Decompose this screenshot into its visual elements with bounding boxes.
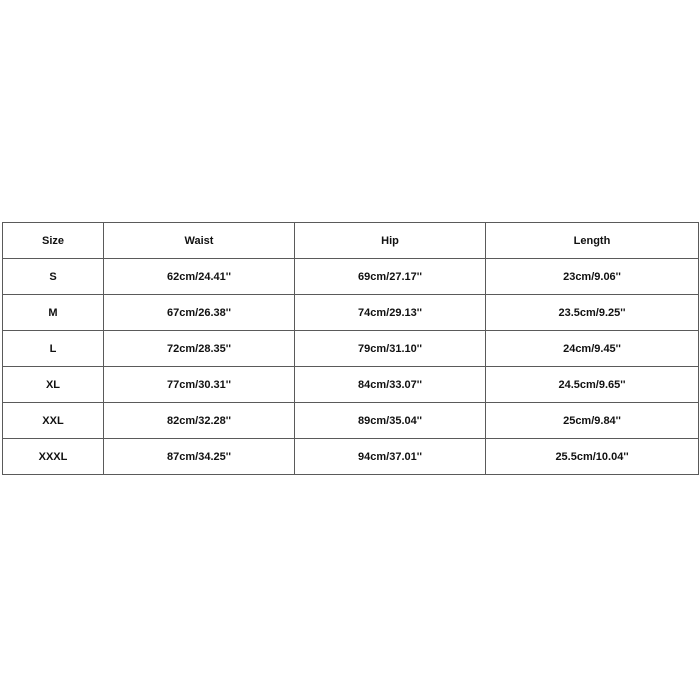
header-hip: Hip xyxy=(295,223,486,259)
cell-hip: 94cm/37.01'' xyxy=(295,439,486,475)
cell-waist: 67cm/26.38'' xyxy=(104,295,295,331)
header-waist: Waist xyxy=(104,223,295,259)
cell-hip: 89cm/35.04'' xyxy=(295,403,486,439)
cell-size: S xyxy=(3,259,104,295)
table-header xyxy=(3,223,699,259)
cell-length: 25.5cm/10.04'' xyxy=(486,439,699,475)
cell-size: XL xyxy=(3,367,104,403)
cell-size: XXXL xyxy=(3,439,104,475)
cell-length: 24.5cm/9.65'' xyxy=(486,367,699,403)
table-body xyxy=(3,259,699,475)
table-row xyxy=(3,295,699,331)
header-size: Size xyxy=(3,223,104,259)
cell-hip: 84cm/33.07'' xyxy=(295,367,486,403)
table-row xyxy=(3,367,699,403)
cell-size: L xyxy=(3,331,104,367)
cell-hip: 74cm/29.13'' xyxy=(295,295,486,331)
size-chart-table xyxy=(2,222,699,475)
header-length: Length xyxy=(486,223,699,259)
cell-length: 23cm/9.06'' xyxy=(486,259,699,295)
table-row xyxy=(3,403,699,439)
cell-length: 24cm/9.45'' xyxy=(486,331,699,367)
header-row xyxy=(3,223,699,259)
table-row xyxy=(3,439,699,475)
cell-hip: 79cm/31.10'' xyxy=(295,331,486,367)
table-row xyxy=(3,259,699,295)
cell-waist: 62cm/24.41'' xyxy=(104,259,295,295)
cell-length: 25cm/9.84'' xyxy=(486,403,699,439)
cell-waist: 72cm/28.35'' xyxy=(104,331,295,367)
table-row xyxy=(3,331,699,367)
cell-hip: 69cm/27.17'' xyxy=(295,259,486,295)
cell-size: M xyxy=(3,295,104,331)
cell-length: 23.5cm/9.25'' xyxy=(486,295,699,331)
cell-size: XXL xyxy=(3,403,104,439)
cell-waist: 77cm/30.31'' xyxy=(104,367,295,403)
cell-waist: 87cm/34.25'' xyxy=(104,439,295,475)
cell-waist: 82cm/32.28'' xyxy=(104,403,295,439)
